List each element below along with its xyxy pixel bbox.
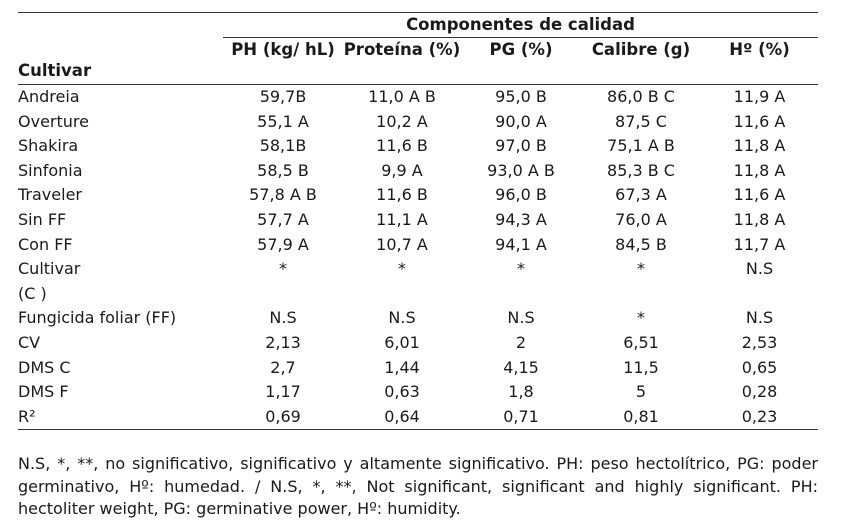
table-cell: 11,9 A (733, 87, 786, 106)
table-row (18, 183, 818, 208)
table-cell: 11,6 A (733, 185, 786, 205)
group-header: Componentes de calidad (223, 13, 818, 38)
table-cell: 76,0 A (615, 209, 667, 229)
table-row (18, 405, 818, 430)
table-cell: 59,7B (259, 87, 307, 106)
table-cell: 57,9 A (257, 234, 309, 254)
table-cell: 94,1 A (495, 234, 547, 254)
table-cell: 85,3 B C (607, 160, 675, 180)
table-cell: 1,8 (508, 382, 534, 402)
table-cell: 0,64 (343, 405, 461, 430)
table-cell: 11,8 A (733, 209, 786, 229)
table-cell: 55,1 A (257, 111, 309, 131)
table-cell: 94,3 A (495, 209, 547, 229)
row-label: DMS C (18, 357, 71, 377)
table-cell: 57,8 A B (249, 185, 317, 205)
table-footnote: N.S, *, **, no significativo, significativo y altamente significativo. PH: peso hectolítrico, PG: poder germinativo, Hº: humedad. / N.S, *, **, Not significant, significant and highly significant. PH: hectoliter weight, PG: germinative power, Hº: humidity. (18, 454, 818, 518)
table-cell: 11,0 A B (368, 87, 436, 106)
table-row (18, 306, 818, 331)
row-label: Traveler (18, 185, 82, 205)
row-label: Sinfonia (18, 160, 83, 180)
table-cell: 97,0 B (495, 136, 547, 156)
quality-table-container (18, 12, 818, 430)
table-cell: 5 (635, 382, 647, 402)
table-row (18, 208, 818, 233)
table-row (18, 380, 818, 405)
column-header-proteina: Proteína (%) (343, 38, 461, 85)
table-row (18, 233, 818, 258)
table-cell: 1,17 (265, 382, 301, 402)
cultivar-header: Cultivar (18, 38, 223, 85)
column-header-pg: PG (%) (461, 38, 581, 85)
table-cell: 11,8 A (733, 160, 786, 180)
table-cell: 96,0 B (495, 185, 547, 205)
quality-components-table (18, 12, 818, 430)
table-cell: 2,53 (741, 332, 778, 352)
table-cell: 10,7 A (376, 234, 428, 254)
table-cell: N.S (745, 259, 774, 279)
table-cell: * (637, 259, 645, 279)
table-cell: * (637, 308, 645, 328)
table-cell: 11,8 A (733, 136, 786, 156)
table-cell: 58,5 B (257, 160, 309, 180)
table-row (18, 110, 818, 135)
row-label: Overture (18, 111, 89, 131)
table-cell: 75,1 A B (607, 136, 675, 156)
table-cell: 6,51 (623, 332, 659, 352)
table-row (18, 356, 818, 381)
table-cell: 0,28 (741, 382, 778, 402)
table-cell: N.S (388, 308, 416, 328)
table-cell: 11,5 (623, 357, 659, 377)
table-row (18, 134, 818, 159)
row-label: DMS F (18, 382, 69, 402)
table-row (18, 331, 818, 356)
table-row (18, 85, 818, 110)
table-cell: 10,2 A (376, 111, 428, 131)
table-cell: N.S (269, 308, 297, 328)
table-cell: 57,7 A (257, 209, 309, 229)
table-cell: 11,7 A (733, 234, 786, 254)
row-label: Cultivar (C ) (18, 259, 81, 303)
table-cell: 58,1B (259, 136, 307, 156)
row-label: Fungicida foliar (FF) (18, 308, 177, 328)
row-label: Shakira (18, 136, 79, 156)
table-cell: 0,65 (741, 357, 778, 377)
table-cell: 90,0 A (495, 111, 547, 131)
row-label: CV (18, 332, 41, 352)
table-cell: * (398, 259, 406, 279)
table-cell: N.S (507, 308, 535, 328)
table-cell: 4,15 (503, 357, 539, 377)
table-cell: 11,6 A (733, 111, 786, 131)
table-cell: 84,5 B (615, 234, 667, 254)
table-cell: * (517, 259, 525, 279)
table-cell: 6,01 (384, 332, 420, 352)
table-cell: 0,63 (384, 382, 420, 402)
column-header-humedad: Hº (%) (701, 38, 818, 85)
table-cell: 2,13 (265, 332, 301, 352)
table-cell: 11,6 B (376, 136, 428, 156)
row-label: Sin FF (18, 209, 67, 229)
table-cell: 1,44 (384, 357, 420, 377)
table-cell: 0,81 (581, 405, 701, 430)
row-label: Con FF (18, 234, 73, 254)
column-header-ph: PH (kg/ hL) (223, 38, 343, 85)
table-cell: 93,0 A B (487, 160, 555, 180)
table-cell: 2,7 (270, 357, 296, 377)
table-cell: 2 (515, 332, 527, 352)
empty-corner (18, 13, 223, 38)
table-cell: 0,71 (461, 405, 581, 430)
row-label: R² (18, 405, 223, 430)
row-label: Andreia (18, 87, 80, 106)
table-cell: 0,69 (223, 405, 343, 430)
table-row (18, 159, 818, 184)
table-cell: 86,0 B C (607, 87, 675, 106)
table-cell: 67,3 A (615, 185, 667, 205)
table-row (18, 257, 818, 306)
table-cell: 95,0 B (495, 87, 547, 106)
table-cell: 0,23 (701, 405, 818, 430)
table-cell: 11,6 B (376, 185, 428, 205)
table-cell: * (279, 259, 287, 279)
table-body (18, 85, 818, 430)
table-cell: 87,5 C (615, 111, 667, 131)
table-cell: 9,9 A (381, 160, 423, 180)
table-cell: N.S (745, 308, 774, 328)
table-cell: 11,1 A (376, 209, 428, 229)
column-header-calibre: Calibre (g) (581, 38, 701, 85)
